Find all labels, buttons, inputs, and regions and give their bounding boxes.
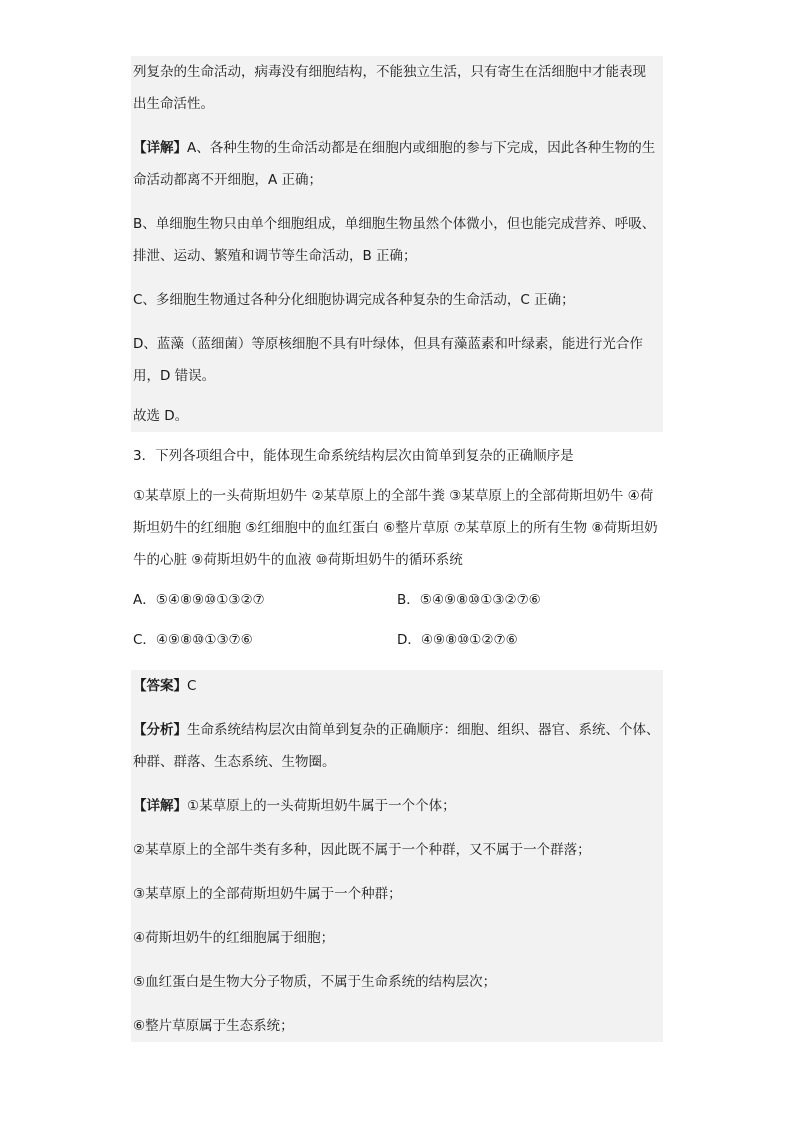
detail-paragraph-c: C、多细胞生物通过各种分化细胞协调完成各种复杂的生命活动，C 正确； <box>133 292 575 308</box>
detail-text: A、各种生物的生命活动都是在细胞内或细胞的参与下完成，因此各种生物的生命活动都离不开细胞，A 正确； <box>133 140 656 188</box>
detail-line-3: ③某草原上的全部荷斯坦奶牛属于一个种群； <box>133 886 402 902</box>
detail-paragraph-b: B、单细胞生物只由单个细胞组成，单细胞生物虽然个体微小，但也能完成营养、呼吸、排泄、运动、繁殖和调节等生命活动，B 正确； <box>133 216 656 264</box>
analysis-line: 列复杂的生命活动，病毒没有细胞结构，不能独立生活，只有寄生在活细胞中才能表现 <box>133 64 646 80</box>
conclusion-text: 故选 D。 <box>133 408 189 424</box>
options-row-2 <box>131 624 663 656</box>
answer-value: C <box>187 678 197 694</box>
option-d: D．④⑨⑧⑩①②⑦⑥ <box>397 632 518 648</box>
analysis-label: 【分析】 <box>133 722 187 738</box>
answer-line <box>131 670 663 702</box>
detail-line-5: ⑤血红蛋白是生物大分子物质，不属于生命系统的结构层次； <box>133 974 497 990</box>
detail-line-4: ④荷斯坦奶牛的红细胞属于细胞； <box>133 930 335 946</box>
analysis-paragraph <box>131 56 663 120</box>
option-c: C．④⑨⑧⑩①③⑦⑥ <box>133 632 253 648</box>
analysis-line: 出生命活性。 <box>133 96 214 112</box>
previous-answer-section <box>131 56 663 432</box>
question-stem: 3．下列各项组合中，能体现生命系统结构层次由简单到复杂的正确顺序是 <box>133 448 574 464</box>
analysis-text: 生命系统结构层次由简单到复杂的正确顺序：细胞、组织、器官、系统、个体、种群、群落、生态系统、生物圈。 <box>133 722 660 770</box>
detail-text: ①某草原上的一头荷斯坦奶牛属于一个个体； <box>187 798 456 814</box>
detail-paragraph-a <box>131 132 663 196</box>
answer-section <box>131 670 663 1042</box>
detail-line-1 <box>131 790 663 822</box>
options-row-1 <box>131 584 663 616</box>
question-section <box>131 440 663 656</box>
option-a: A．⑤④⑧⑨⑩①③②⑦ <box>133 592 265 608</box>
option-b: B．⑤④⑨⑧⑩①③②⑦⑥ <box>397 592 541 608</box>
question-items: ①某草原上的一头荷斯坦奶牛 ②某草原上的全部牛粪 ③某草原上的全部荷斯坦奶牛 ④荷斯坦奶牛的红细胞 ⑤红细胞中的血红蛋白 ⑥整片草原 ⑦某草原上的所有生物 ⑧荷斯坦奶牛的心脏 ⑨荷斯坦奶牛的血液 ⑩荷斯坦奶牛的循环系统 <box>133 488 658 568</box>
analysis-line <box>131 714 663 778</box>
detail-paragraph-d: D、蓝藻（蓝细菌）等原核细胞不具有叶绿体，但具有藻蓝素和叶绿素，能进行光合作用，D 错误。 <box>133 336 643 384</box>
detail-line-2: ②某草原上的全部牛类有多种，因此既不属于一个种群，又不属于一个群落； <box>133 842 591 858</box>
detail-label: 【详解】 <box>133 140 187 156</box>
answer-label: 【答案】 <box>133 678 187 694</box>
detail-label: 【详解】 <box>133 798 187 814</box>
detail-line-6: ⑥整片草原属于生态系统； <box>133 1018 294 1034</box>
document-page <box>131 56 663 1042</box>
